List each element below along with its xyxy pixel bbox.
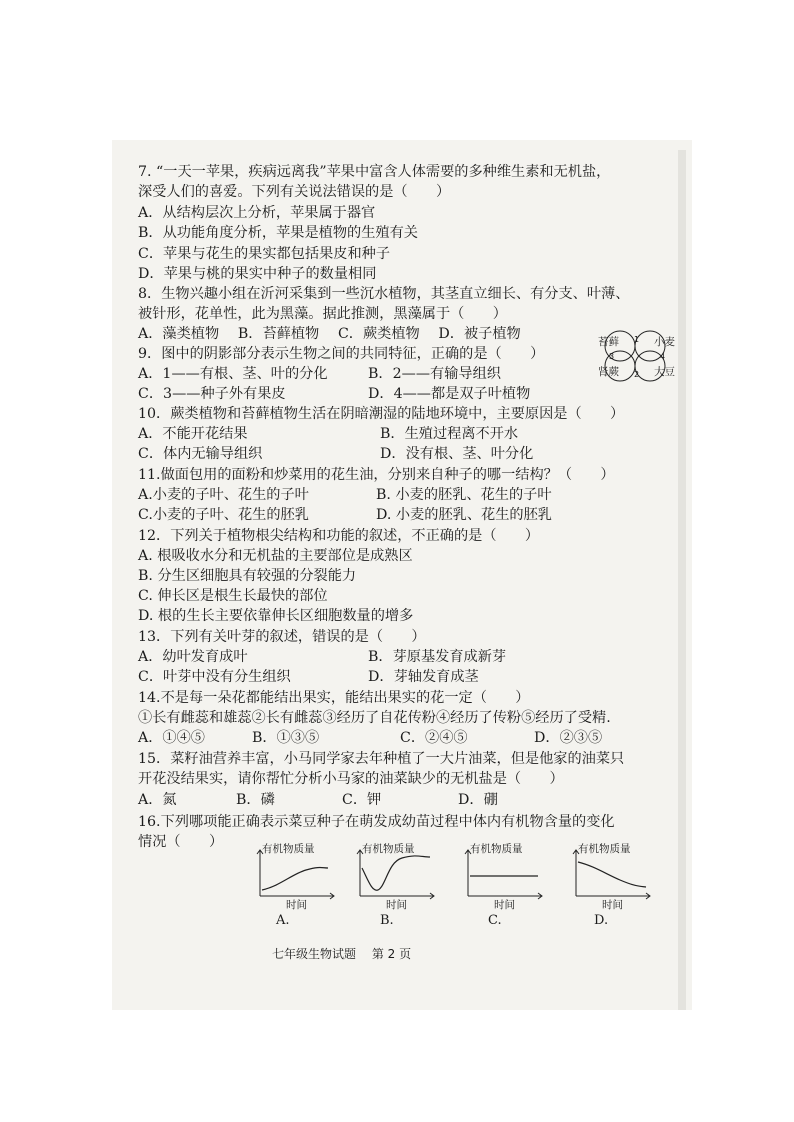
q7-stem-cont: 深受人们的喜爱。下列有关说法错误的是（ ） <box>138 184 451 200</box>
graph-b-label: B. <box>380 913 394 928</box>
q14-option-b: B．①③⑤ <box>252 730 320 746</box>
q10-option-c: C．体内无输导组织 <box>138 446 263 462</box>
q10-stem: 10．蕨类植物和苔藓植物生活在阴暗潮湿的陆地环境中，主要原因是（ ） <box>138 406 625 422</box>
venn-diagram <box>592 330 684 382</box>
venn-region-4: 4 <box>660 352 666 361</box>
venn-label-fern: 肾蕨 <box>598 366 619 378</box>
q15-option-c: C．钾 <box>342 792 382 808</box>
q12-option-b: B. 分生区细胞具有较强的分裂能力 <box>138 568 357 584</box>
graph-a <box>252 840 342 910</box>
q13-option-d: D．芽轴发育成茎 <box>368 669 479 685</box>
q7-stem: 7. “一天一苹果，疾病远离我”苹果中富含人体需要的多种维生素和无机盐， <box>138 164 611 180</box>
q15-option-a: A．氮 <box>138 792 177 808</box>
q9-option-d: D．4——都是双子叶植物 <box>368 386 531 402</box>
q11-option-b: B. 小麦的胚乳、花生的子叶 <box>376 487 552 503</box>
q9-option-b: B．2——有输导组织 <box>368 366 501 382</box>
graph-a-label: A. <box>276 913 290 928</box>
q15-stem: 15．菜籽油营养丰富，小马同学家去年种植了一大片油菜，但是他家的油菜只 <box>138 751 625 767</box>
q11-option-d: D. 小麦的胚乳、花生的胚乳 <box>376 507 552 523</box>
graph-c <box>460 840 550 910</box>
q14-stem: 14.不是每一朵花都能结出果实，能结出果实的花一定（ ） <box>138 690 530 706</box>
venn-label-moss: 苔藓 <box>598 336 619 348</box>
q10-option-b: B．生殖过程离不开水 <box>380 426 519 442</box>
graph-c-label: C. <box>488 913 502 928</box>
q12-option-c: C. 伸长区是根生长最快的部位 <box>138 588 328 604</box>
q10-option-a: A．不能开花结果 <box>138 426 248 442</box>
graph-b <box>352 840 442 910</box>
graph-c-ylabel: 有机物质量 <box>470 843 523 855</box>
graph-b-ylabel: 有机物质量 <box>362 843 415 855</box>
graph-d-ylabel: 有机物质量 <box>578 843 631 855</box>
graph-a-xlabel: 时间 <box>286 899 307 911</box>
graph-a-ylabel: 有机物质量 <box>262 843 315 855</box>
graph-d <box>568 840 658 910</box>
q13-option-a: A．幼叶发育成叶 <box>138 649 248 665</box>
q12-option-a: A. 根吸收水分和无机盐的主要部位是成熟区 <box>138 548 413 564</box>
q7-option-d: D．苹果与桃的果实中种子的数量相同 <box>138 266 377 282</box>
q14-option-d: D．②③⑤ <box>534 730 603 746</box>
q8-options: A．藻类植物 B．苔藓植物 C．蕨类植物 D．被子植物 <box>138 326 521 342</box>
q10-option-d: D．没有根、茎、叶分化 <box>380 446 534 462</box>
venn-region-1: 1 <box>634 335 640 344</box>
q9-option-a: A．1——有根、茎、叶的分化 <box>138 366 328 382</box>
graph-b-xlabel: 时间 <box>386 899 407 911</box>
q14-option-c: C．②④⑤ <box>400 730 468 746</box>
q15-option-b: B．磷 <box>236 792 275 808</box>
q13-stem: 13．下列有关叶芽的叙述，错误的是（ ） <box>138 629 426 645</box>
graph-d-label: D. <box>594 913 609 928</box>
q12-option-d: D. 根的生长主要依靠伸长区细胞数量的增多 <box>138 608 414 624</box>
q12-stem: 12．下列关于植物根尖结构和功能的叙述，不正确的是（ ） <box>138 528 540 544</box>
q16-stem: 16.下列哪项能正确表示菜豆种子在萌发成幼苗过程中体内有机物含量的变化 <box>138 814 615 830</box>
q13-option-c: C．叶芽中没有分生组织 <box>138 669 291 685</box>
q14-option-a: A．①④⑤ <box>138 730 205 746</box>
page-edge <box>678 150 686 1010</box>
q9-stem: 9．图中的阴影部分表示生物之间的共同特征，正确的是（ ） <box>138 346 545 362</box>
q16-stem-cont: 情况（ ） <box>138 834 224 850</box>
q13-option-b: B．芽原基发育成新芽 <box>368 649 507 665</box>
q7-option-c: C．苹果与花生的果实都包括果皮和种子 <box>138 246 391 262</box>
q7-option-a: A．从结构层次上分析，苹果属于器官 <box>138 205 376 221</box>
page-footer: 七年级生物试题 第 2 页 <box>272 947 412 961</box>
q15-stem-cont: 开花没结果实，请你帮忙分析小马家的油菜缺少的无机盐是（ ） <box>138 771 564 787</box>
q8-stem-cont: 被针形，花单性，此为黑藻。据此推测，黑藻属于（ ） <box>138 306 507 322</box>
q8-stem: 8．生物兴趣小组在沂河采集到一些沉水植物，其茎直立细长、有分支、叶薄、 <box>138 286 630 302</box>
venn-label-wheat: 小麦 <box>654 336 675 348</box>
q11-stem: 11.做面包用的面粉和炒菜用的花生油，分别来自种子的哪一结构？（ ） <box>138 467 615 483</box>
q11-option-c: C.小麦的子叶、花生的胚乳 <box>138 507 309 523</box>
venn-region-2: 2 <box>634 370 640 379</box>
graph-d-xlabel: 时间 <box>602 899 623 911</box>
q15-option-d: D．硼 <box>458 792 498 808</box>
venn-label-soybean: 大豆 <box>654 366 675 378</box>
q7-option-b: B．从功能角度分析，苹果是植物的生殖有关 <box>138 225 418 241</box>
q14-items: ①长有雌蕊和雄蕊②长有雌蕊③经历了自花传粉④经历了传粉⑤经历了受精. <box>138 710 611 726</box>
venn-region-3: 3 <box>609 352 615 361</box>
q11-option-a: A.小麦的子叶、花生的子叶 <box>138 487 309 503</box>
graph-c-xlabel: 时间 <box>494 899 515 911</box>
q9-option-c: C．3——种子外有果皮 <box>138 386 286 402</box>
